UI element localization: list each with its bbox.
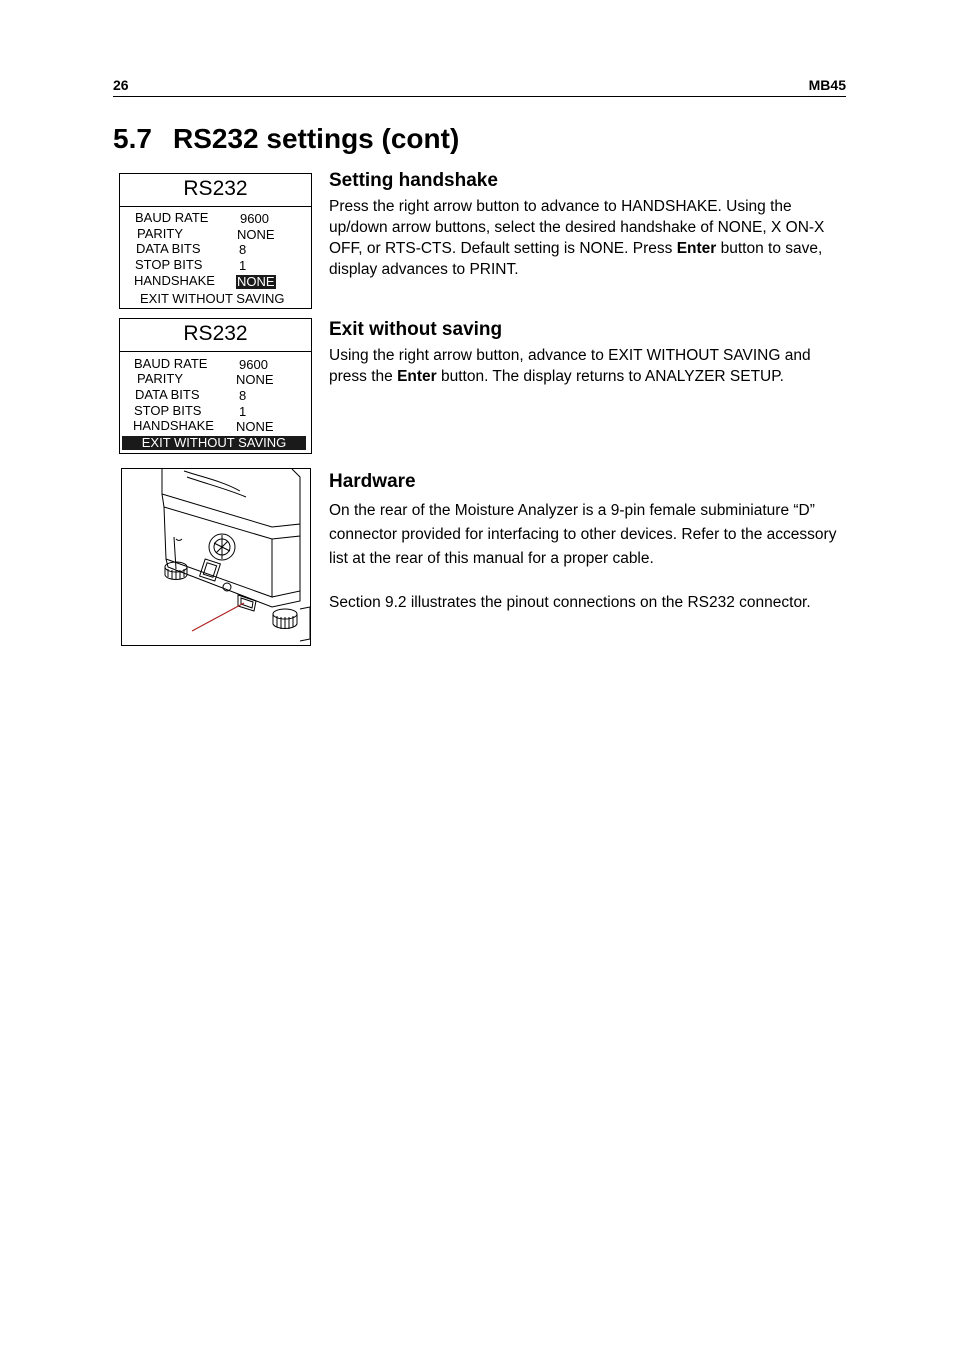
- page-number: 26: [113, 77, 129, 93]
- row-value-databits: 8: [239, 388, 247, 403]
- exit-without-saving-paragraph: [329, 345, 844, 387]
- row-value-stopbits: 1: [239, 258, 247, 273]
- row-label-handshake: HANDSHAKE: [133, 418, 214, 433]
- setting-handshake-paragraph: [329, 196, 844, 280]
- row-label-stopbits: STOP BITS: [134, 403, 202, 418]
- row-label-stopbits: STOP BITS: [135, 257, 203, 272]
- row-label-baud: BAUD RATE: [135, 210, 209, 225]
- exit-text-1: Using the right arrow button, advance to EXIT WITHOUT SAVING and press the: [329, 347, 811, 385]
- section-title: [113, 123, 459, 155]
- hardware-paragraph-1: On the rear of the Moisture Analyzer is a 9-pin female subminiature “D” connector provided for interfacing to other devices. Refer to the accessory list at the rear of this manual for a proper cable.: [329, 502, 837, 567]
- rs232-display-exit: [119, 318, 312, 454]
- display-divider: [120, 206, 311, 207]
- connector-pointer-line: [192, 603, 244, 631]
- display-title: RS232: [183, 322, 248, 345]
- row-value-handshake-selected: NONE: [237, 274, 275, 289]
- row-value-baud: 9600: [240, 211, 269, 226]
- exit-without-saving-heading: Exit without saving: [329, 319, 503, 340]
- display-title: RS232: [183, 177, 248, 200]
- enter-keyword: Enter: [676, 240, 717, 257]
- row-value-parity: NONE: [237, 227, 275, 242]
- header-rule: [113, 96, 846, 97]
- setting-handshake-text-1: Press the right arrow button to advance to HANDSHAKE. Using the up/down arrow buttons, select the desired handshake of NONE, X ON-X OFF, or RTS-CTS. Default setting is NONE. Press: [329, 198, 825, 257]
- enter-keyword: Enter: [397, 368, 437, 385]
- row-label-parity: PARITY: [137, 226, 183, 241]
- row-value-stopbits: 1: [239, 404, 247, 419]
- row-value-baud: 9600: [239, 357, 268, 372]
- exit-option: EXIT WITHOUT SAVING: [140, 291, 285, 306]
- row-label-parity: PARITY: [137, 371, 183, 386]
- exit-text-2: button. The display returns to ANALYZER SETUP.: [436, 368, 784, 385]
- moisture-analyzer-rear-illustration: [122, 469, 311, 646]
- document-model: MB45: [808, 77, 846, 93]
- row-label-baud: BAUD RATE: [134, 356, 208, 371]
- section-title-text: RS232 settings (cont): [173, 123, 460, 154]
- row-value-parity: NONE: [236, 372, 274, 387]
- hardware-heading: Hardware: [329, 471, 416, 492]
- row-label-databits: DATA BITS: [136, 241, 201, 256]
- display-divider: [120, 351, 311, 352]
- row-value-databits: 8: [239, 242, 247, 257]
- rs232-display-handshake: [119, 173, 312, 309]
- row-label-databits: DATA BITS: [135, 387, 200, 402]
- hardware-paragraph-2: Section 9.2 illustrates the pinout connections on the RS232 connector.: [329, 594, 811, 611]
- row-label-handshake: HANDSHAKE: [134, 273, 215, 288]
- exit-option-selected: EXIT WITHOUT SAVING: [122, 436, 306, 450]
- section-number: 5.7: [113, 123, 152, 154]
- setting-handshake-text-2: button to save, display advances to PRINT.: [329, 240, 823, 278]
- rs232-connector-figure: [121, 468, 311, 646]
- setting-handshake-heading: Setting handshake: [329, 170, 498, 191]
- row-value-handshake: NONE: [236, 419, 274, 434]
